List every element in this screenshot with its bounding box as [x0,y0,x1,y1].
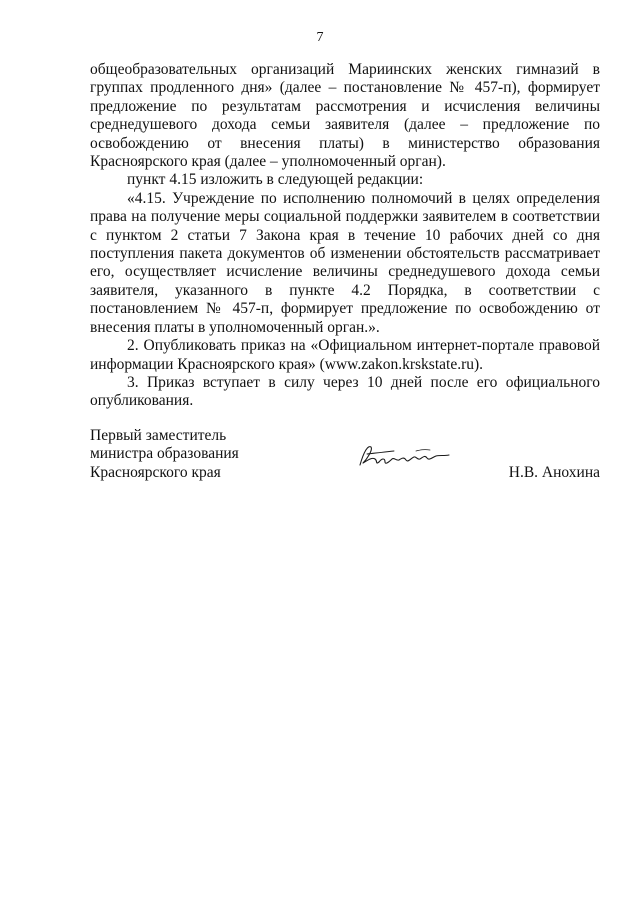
paragraph-clause-4-15: «4.15. Учреждение по исполнению полномочий в целях определения права на получение меры социальной поддержки заявителем в соответствии с пунктом 2 статьи 7 Закона края в течение 10 рабочих дней со дня поступления пакета документов об изменении обстоятельств рассматривает его, осуществляет исчисление величины среднедушевого дохода семьи заявителя, указанного в пункте 4.2 Порядка, в соответствии с постановлением № 457-п, формирует предложение по освобождению от внесения платы в уполномоченный орган.». [90,189,600,336]
handwritten-signature [354,441,454,471]
signatory-name: Н.В. Анохина [508,463,600,481]
signatory-title-line: Красноярского края [90,463,221,481]
document-body [90,61,600,411]
paragraph-effective-date: 3. Приказ вступает в силу через 10 дней после его официального опубликования. [90,373,600,410]
signatory-title-line: Первый заместитель [90,427,227,444]
signatory-title [90,427,239,482]
paragraph-continuation: общеобразовательных организаций Мариинских женских гимназий в группах продленного дня» (далее – постановление № 457-п), формирует предложение по результатам рассмотрения и исчисления величины среднедушевого дохода семьи заявителя (далее – предложение по освобождению от внесения платы) в министерство образования Красноярского края (далее – уполномоченный орган). [90,61,600,171]
paragraph-publish-order: 2. Опубликовать приказ на «Официальном интернет-портале правовой информации Красноярского края» (www.zakon.krskstate.ru). [90,337,600,373]
signatory-title-line: министра образования [90,445,239,463]
signature-block [90,427,600,487]
paragraph-item-heading: пункт 4.15 изложить в следующей редакции: [127,171,424,189]
page-number: 7 [316,30,324,45]
